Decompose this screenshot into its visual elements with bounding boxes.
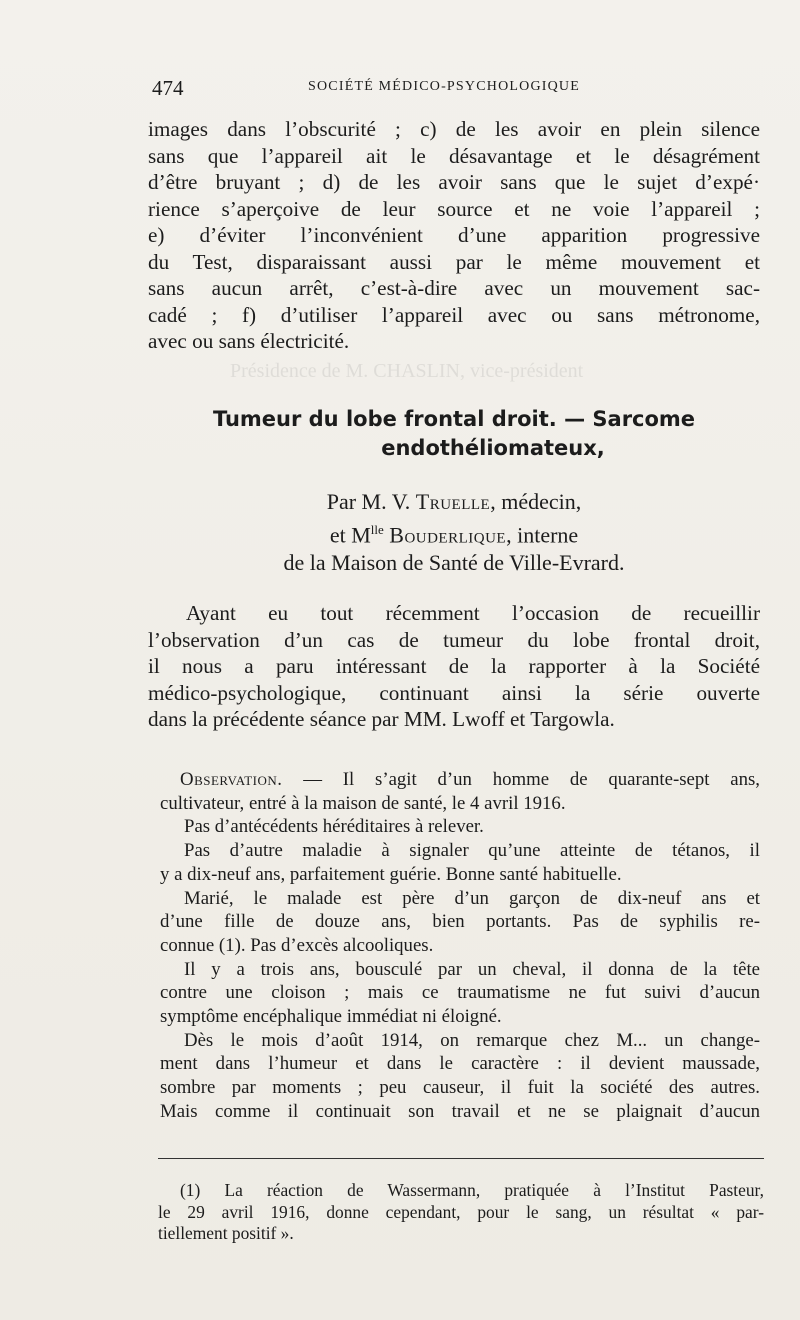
mlle-superscript: lle [370, 522, 384, 537]
show-through-text: Présidence de M. CHASLIN, vice-président [230, 360, 584, 382]
observation-first-line [160, 768, 760, 792]
observation-label: Observation. [180, 769, 283, 790]
text-line: il nous a paru intéressant de la rapporter à la Société [148, 654, 760, 678]
footnote [158, 1180, 764, 1245]
text-line: sans que l’appareil ait le désavantage et le désagrément [148, 143, 760, 168]
author-name: Truelle [415, 489, 491, 514]
text-line: connue (1). Pas d’excès alcooliques. [160, 934, 434, 956]
footnote-line: tiellement positif ». [158, 1223, 294, 1243]
text-line: cultivateur, entré à la maison de santé, le 4 avril 1916. [160, 792, 566, 814]
text-line: Il y a trois ans, bousculé par un cheval, il donna de la tête [184, 958, 760, 980]
observation-section [160, 768, 760, 1124]
text-line: Marié, le malade est père d’un garçon de dix-neuf ans et [184, 887, 760, 909]
byline [148, 488, 760, 577]
text-line: d’une fille de douze ans, bien portants. Pas de syphilis re- [160, 911, 760, 933]
article-title-line: Tumeur du lobe frontal droit. — Sarcome [212, 407, 696, 431]
text-segment: — Il s’agit d’un homme de quarante-sept ans, [282, 769, 760, 790]
text-line: rience s’aperçoive de leur source et ne voie l’appareil ; [148, 196, 760, 221]
text-line: du Test, disparaissant aussi par le même mouvement et [148, 249, 760, 274]
article-title-line: endothéliomateux, [381, 436, 605, 460]
running-title: SOCIÉTÉ MÉDICO-PSYCHOLOGIQUE [308, 79, 580, 94]
running-header [150, 74, 620, 102]
text-line: dans la précédente séance par MM. Lwoff et Targowla. [148, 707, 615, 731]
text-line: Ayant eu tout récemment l’occasion de recueillir [186, 601, 760, 625]
main-paragraph [148, 600, 760, 733]
text-line: ment dans l’humeur et dans le caractère : il devient maussade, [160, 1053, 760, 1075]
footnote-line: le 29 avril 1916, donne cependant, pour le sang, un résultat « par- [158, 1201, 764, 1222]
text-line: sans aucun arrêt, c’est-à-dire avec un mouvement sac- [148, 276, 760, 300]
byline-author-2 [148, 516, 760, 549]
text-line: cadé ; f) d’utiliser l’appareil avec ou sans métronome, [148, 302, 760, 327]
text-line: sombre par moments ; peu causeur, il fuit la société des autres. [160, 1077, 760, 1099]
text-line: l’observation d’un cas de tumeur du lobe frontal droit, [148, 627, 760, 652]
text-line: images dans l’obscurité ; c) de les avoir en plein silence [148, 117, 760, 141]
text-line: Pas d’antécédents héréditaires à relever. [184, 816, 484, 838]
byline-author-1 [148, 488, 760, 516]
article-title [148, 405, 760, 463]
intro-paragraph [148, 116, 760, 355]
author-role: , interne [506, 522, 579, 548]
text-line: Pas d’autre maladie à signaler qu’une atteinte de tétanos, il [184, 840, 760, 862]
byline-institution: de la Maison de Santé de Ville-Evrard. [283, 550, 625, 576]
text-line: d’être bruyant ; d) de les avoir sans que le sujet d’expé· [148, 170, 760, 194]
footnote-line: (1) La réaction de Wassermann, pratiquée à l’Institut Pasteur, [180, 1180, 764, 1200]
text-line: symptôme encéphalique immédiat ni éloigné. [160, 1006, 502, 1028]
text-line: Dès le mois d’août 1914, on remarque chez M... un change- [184, 1029, 760, 1051]
text-line: Mais comme il continuait son travail et ne se plaignait d’aucun [160, 1100, 760, 1122]
footnote-rule [158, 1158, 764, 1159]
text-line: médico-psychologique, continuant ainsi la série ouverte [148, 680, 760, 705]
page-number: 474 [152, 76, 184, 100]
text-line: e) d’éviter l’inconvénient d’une apparition progressive [148, 223, 760, 247]
byline-et: et M [329, 522, 371, 548]
author-role: , médecin, [490, 489, 582, 514]
text-line: y a dix-neuf ans, parfaitement guérie. Bonne santé habituelle. [160, 863, 622, 885]
author-name: Bouderlique [389, 522, 507, 548]
byline-par: Par M. V. [326, 489, 411, 514]
text-line: contre une cloison ; mais ce traumatisme ne fut suivi d’aucun [160, 982, 760, 1004]
text-line: avec ou sans électricité. [148, 329, 350, 353]
